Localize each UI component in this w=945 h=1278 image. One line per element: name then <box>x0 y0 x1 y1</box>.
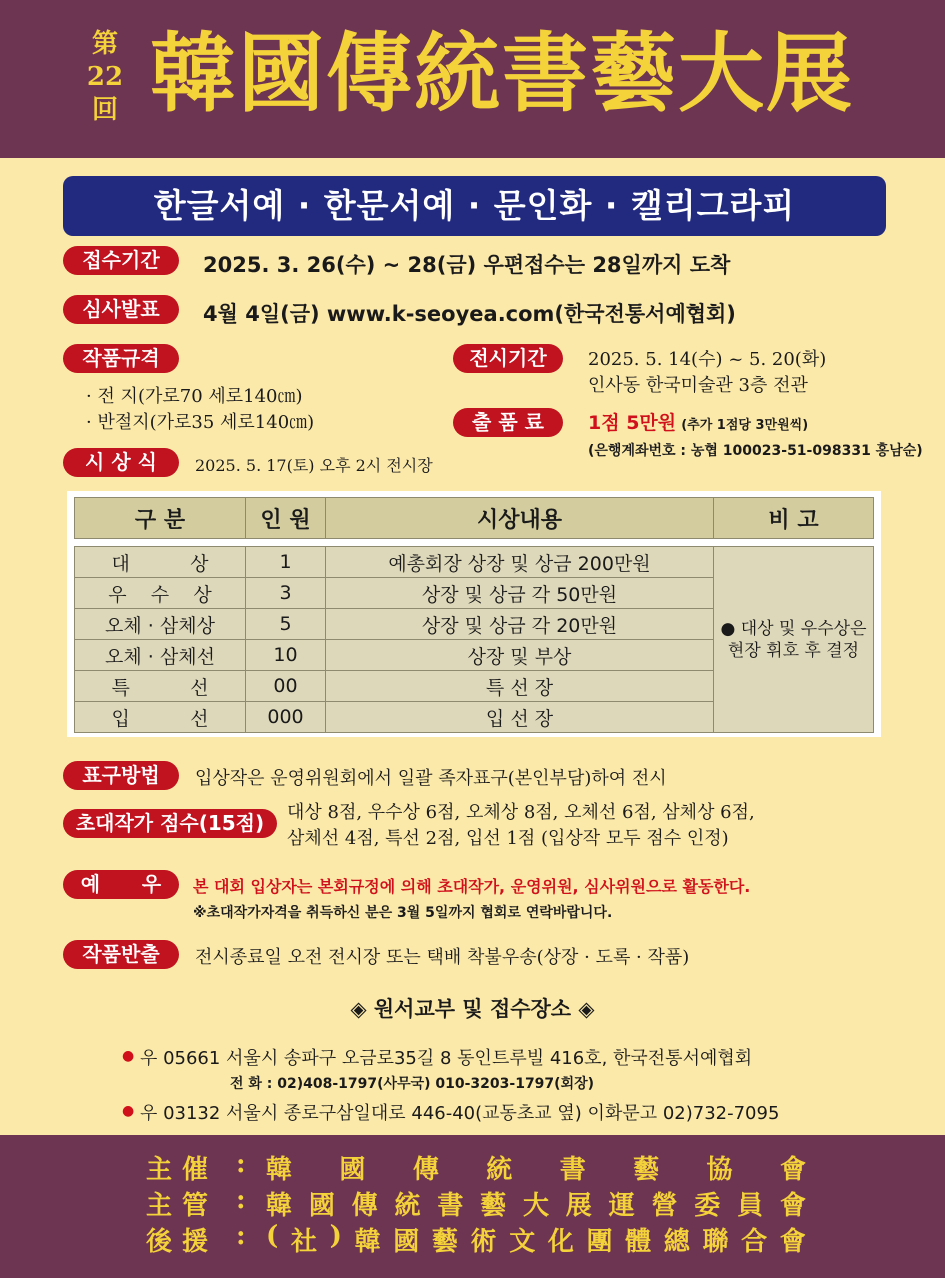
table-header-category: 구 분 <box>74 497 246 539</box>
table-cell-award: 특 선 장 <box>326 671 714 702</box>
footer-organizer <box>146 1185 806 1219</box>
return-text: 전시종료일 오전 전시장 또는 택배 착불우송(상장 · 도록 · 작품) <box>195 947 690 968</box>
reception-text: 2025. 3. 26(수) ~ 28(금) 우편접수는 28일까지 도착 <box>203 253 731 277</box>
main-title: 韓國傳統書藝大展 <box>150 23 854 124</box>
footer-org-char: 國 <box>393 1227 420 1257</box>
ceremony-label: 시 상 식 <box>63 448 179 477</box>
edition-number <box>78 28 132 127</box>
footer-org-char: 運 <box>608 1191 635 1221</box>
exhibition-line-1: 2025. 5. 14(수) ~ 5. 20(화) <box>588 349 827 370</box>
table-cell-count: 00 <box>246 671 326 702</box>
exhibition-line-2: 인사동 한국미술관 3층 전관 <box>588 375 808 396</box>
footer-org <box>266 1221 806 1258</box>
footer-org-char: 聯 <box>702 1227 729 1257</box>
footer-org-char: ( <box>266 1221 279 1251</box>
prize-table-frame <box>67 491 881 737</box>
footer <box>0 1135 945 1278</box>
edition-value: 22 <box>86 62 124 92</box>
invited-label: 초대작가 점수(15점) <box>63 809 277 838</box>
prize-table <box>74 497 874 733</box>
footer-org-char: 藝 <box>633 1155 660 1185</box>
footer-org-char: 展 <box>565 1191 592 1221</box>
table-cell-award: 상장 및 상금 각 20만원 <box>326 609 714 640</box>
table-cell-category: 오체 · 삼체선 <box>74 640 246 671</box>
footer-org-char: 營 <box>651 1191 678 1221</box>
mounting-label: 표구방법 <box>63 761 179 790</box>
specs-line-1: · 전 지(가로70 세로140㎝) <box>86 386 303 407</box>
table-cell-count: 10 <box>246 640 326 671</box>
footer-org-char: 國 <box>339 1155 366 1185</box>
footer-host <box>146 1149 806 1183</box>
footer-org-char: 統 <box>394 1191 421 1221</box>
footer-org-char: 總 <box>663 1227 690 1257</box>
table-cell-award: 입 선 장 <box>326 702 714 733</box>
footer-org-char: 術 <box>470 1227 497 1257</box>
edition-prefix: 第 <box>91 29 118 59</box>
footer-org-char: 國 <box>308 1191 335 1221</box>
table-header-count: 인 원 <box>246 497 326 539</box>
ceremony-text: 2025. 5. 17(토) 오후 2시 전시장 <box>195 456 433 475</box>
address-1: 우 05661 서울시 송파구 오금로35길 8 동인트루빌 416호, 한국전통서예협회 <box>139 1048 753 1069</box>
footer-org-char: 會 <box>779 1227 806 1257</box>
announcement-text: 4월 4일(금) www.k-seoyea.com(한국전통서예협회) <box>203 302 736 326</box>
footer-role: 主管 <box>146 1191 219 1221</box>
fee-extra: (추가 1점당 3만원씩) <box>681 418 809 433</box>
footer-colon: : <box>236 1149 246 1179</box>
footer-org-char: 會 <box>779 1191 806 1221</box>
table-cell-count: 000 <box>246 702 326 733</box>
exhibition-label: 전시기간 <box>453 344 563 373</box>
announcement-label: 심사발표 <box>63 295 179 324</box>
table-cell-category: 입 선 <box>74 702 246 733</box>
note-line-2: 현장 휘호 후 결정 <box>727 640 860 661</box>
mounting-text: 입상작은 운영위원회에서 일괄 족자표구(본인부담)하여 전시 <box>195 768 667 789</box>
footer-role: 後援 <box>146 1227 219 1257</box>
table-cell-award: 상장 및 부상 <box>326 640 714 671</box>
table-header-note: 비 고 <box>714 497 874 539</box>
table-cell-count: 3 <box>246 578 326 609</box>
footer-colon: : <box>236 1221 246 1251</box>
footer-org-char: 化 <box>547 1227 574 1257</box>
privilege-label: 예 우 <box>63 870 179 899</box>
table-cell-category: 우 수 상 <box>74 578 246 609</box>
specs-label: 작품규격 <box>63 344 179 373</box>
footer-org-char: 委 <box>694 1191 721 1221</box>
fee-label: 출 품 료 <box>453 408 563 437</box>
footer-org-char: 社 <box>290 1227 317 1257</box>
category-banner: 한글서예 · 한문서예 · 문인화 · 캘리그라피 <box>63 176 886 236</box>
table-cell-category: 오체 · 삼체상 <box>74 609 246 640</box>
note-line-1: ● 대상 및 우수상은 <box>720 618 867 639</box>
footer-org-char: 韓 <box>266 1155 293 1185</box>
table-cell-count: 5 <box>246 609 326 640</box>
phone-line: 전 화 : 02)408-1797(사무국) 010-3203-1797(회장) <box>230 1076 595 1092</box>
footer-org-char: 合 <box>741 1227 768 1257</box>
footer-org-char: 韓 <box>354 1227 381 1257</box>
table-cell-count: 1 <box>246 546 326 578</box>
footer-org-char: 藝 <box>480 1191 507 1221</box>
edition-suffix: 回 <box>91 95 118 125</box>
return-label: 작품반출 <box>63 940 179 969</box>
footer-org <box>266 1149 806 1186</box>
table-cell-note <box>714 546 874 733</box>
table-cell-category: 대 상 <box>74 546 246 578</box>
footer-org-char: 藝 <box>431 1227 458 1257</box>
fee-amount: 1점 5만원 <box>588 412 677 434</box>
footer-org-char: 書 <box>559 1155 586 1185</box>
footer-org-char: 體 <box>625 1227 652 1257</box>
privilege-text: 본 대회 입상자는 본회규정에 의해 초대작가, 운영위원, 심사위원으로 활동한다. <box>193 877 751 896</box>
footer-org <box>266 1185 806 1222</box>
footer-sponsor <box>146 1221 806 1255</box>
table-cell-award: 상장 및 상금 각 50만원 <box>326 578 714 609</box>
table-header-award: 시상내용 <box>326 497 714 539</box>
footer-org-char: ) <box>329 1221 342 1251</box>
table-cell-category: 특 선 <box>74 671 246 702</box>
footer-org-char: 文 <box>509 1227 536 1257</box>
invited-line-1: 대상 8점, 우수상 6점, 오체상 8점, 오체선 6점, 삼체상 6점, <box>287 802 755 823</box>
places-title: ◈ 원서교부 및 접수장소 ◈ <box>350 997 595 1021</box>
header <box>0 0 945 158</box>
specs-line-2: · 반절지(가로35 세로140㎝) <box>86 412 315 433</box>
bullet-icon: ● <box>122 1103 135 1119</box>
bullet-icon: ● <box>122 1048 135 1064</box>
privilege-note: ※초대작가자격을 취득하신 분은 3월 5일까지 협회로 연락바랍니다. <box>193 905 613 921</box>
footer-org-char: 書 <box>437 1191 464 1221</box>
footer-org-char: 統 <box>486 1155 513 1185</box>
table-row <box>74 546 874 578</box>
address-2: 우 03132 서울시 종로구삼일대로 446-40(교동초교 옆) 이화문고 02)732-7095 <box>139 1103 780 1124</box>
invited-line-2: 삼체선 4점, 특선 2점, 입선 1점 (입상작 모두 점수 인정) <box>287 828 729 849</box>
footer-org-char: 韓 <box>266 1191 293 1221</box>
footer-org-char: 員 <box>737 1191 764 1221</box>
footer-org-char: 傳 <box>351 1191 378 1221</box>
footer-org-char: 團 <box>586 1227 613 1257</box>
footer-org-char: 會 <box>779 1155 806 1185</box>
footer-org-char: 大 <box>522 1191 549 1221</box>
table-cell-award: 예총회장 상장 및 상금 200만원 <box>326 546 714 578</box>
fee-account: (은행계좌번호 : 농협 100023-51-098331 홍남순) <box>588 443 923 459</box>
footer-org-char: 傳 <box>412 1155 439 1185</box>
reception-label: 접수기간 <box>63 246 179 275</box>
footer-colon: : <box>236 1185 246 1215</box>
footer-org-char: 協 <box>706 1155 733 1185</box>
footer-role: 主催 <box>146 1155 219 1185</box>
